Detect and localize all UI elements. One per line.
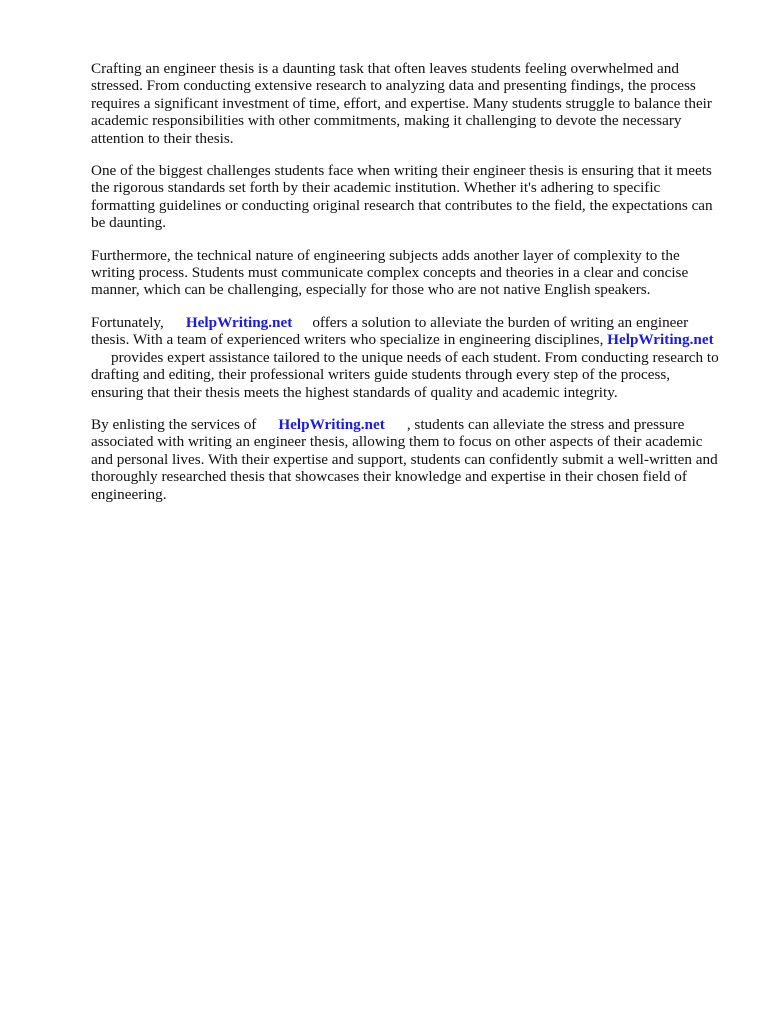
- paragraph-solution-tail: provides expert assistance tailored to the unique needs of each student. From conducting research to drafting and editing, their professional writers guide students through every step of the process, ensuring that their thesis meets the highest standards of quality and academic integrity.: [91, 348, 719, 401]
- helpwriting-link[interactable]: HelpWriting.net: [278, 415, 385, 433]
- paragraph-solution-lead: Fortunately,: [91, 313, 164, 331]
- paragraph-technical: Furthermore, the technical nature of engineering subjects adds another layer of complexity to the writing process. Students must communicate complex concepts and theories in a clear and concise manner, which can be challenging, especially for those who are not native English speakers.: [91, 246, 689, 299]
- paragraph-solution: [91, 314, 721, 401]
- helpwriting-link[interactable]: HelpWriting.net: [185, 313, 293, 331]
- paragraph-conclusion: [91, 416, 721, 503]
- paragraph-conclusion-tail: , students can alleviate the stress and pressure associated with writing an engineer thesis, allowing them to focus on other aspects of their academic and personal lives. With their expertise and support, students can confidently submit a well-written and thoroughly researched thesis that showcases their knowledge and expertise in their chosen field of engineering.: [91, 415, 718, 503]
- paragraph-intro: Crafting an engineer thesis is a daunting task that often leaves students feeling overwhelmed and stressed. From conducting extensive research to analyzing data and presenting findings, the process requires a significant investment of time, effort, and expertise. Many students struggle to balance their academic responsibilities with other commitments, making it challenging to devote the necessary attention to their thesis.: [91, 60, 712, 147]
- paragraph-challenges: One of the biggest challenges students face when writing their engineer thesis is ensuring that it meets the rigorous standards set forth by their academic institution. Whether it's adhering to specific formatting guidelines or conducting original research that contributes to the field, the expectations can be daunting.: [91, 162, 713, 232]
- helpwriting-link[interactable]: HelpWriting.net: [607, 331, 714, 349]
- paragraph-conclusion-lead: By enlisting the services of: [91, 415, 257, 433]
- document-page: [91, 60, 721, 518]
- paragraph-solution-middle: offers a solution to alleviate the burden of writing an engineer thesis. With a team of experienced writers who specialize in engineering disciplines,: [91, 313, 689, 349]
